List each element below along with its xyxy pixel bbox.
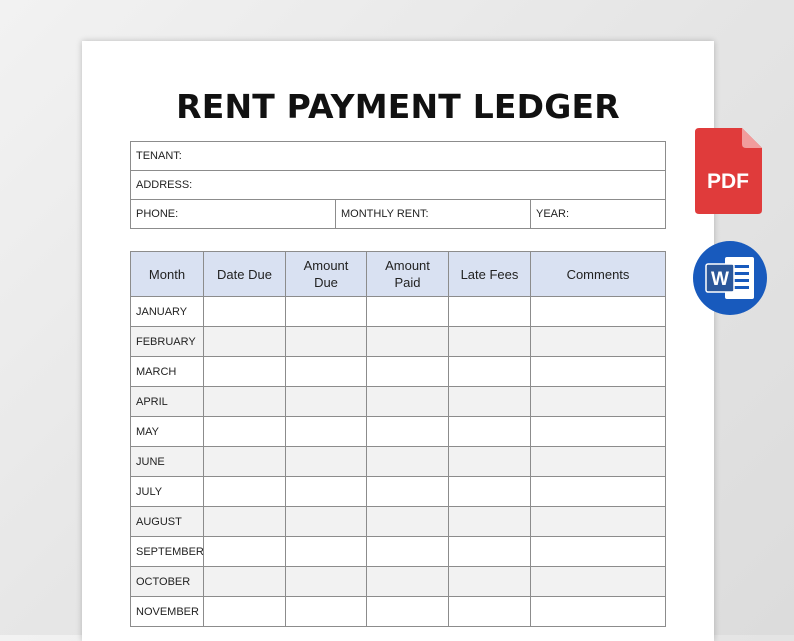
date-due-cell[interactable] (204, 507, 286, 537)
month-cell: AUGUST (131, 507, 204, 537)
month-cell: OCTOBER (131, 567, 204, 597)
comments-cell[interactable] (531, 387, 666, 417)
pdf-file-icon (695, 128, 762, 214)
year-field: YEAR: (531, 200, 666, 229)
document-page (82, 41, 714, 641)
month-cell: FEBRUARY (131, 327, 204, 357)
date-due-cell[interactable] (204, 567, 286, 597)
amount-due-cell[interactable] (286, 537, 367, 567)
month-cell: MARCH (131, 357, 204, 387)
amount-paid-cell[interactable] (367, 297, 449, 327)
amount-paid-cell[interactable] (367, 417, 449, 447)
comments-cell[interactable] (531, 447, 666, 477)
amount-due-cell[interactable] (286, 417, 367, 447)
ledger-row (131, 417, 666, 447)
date-due-cell[interactable] (204, 477, 286, 507)
late-fees-cell[interactable] (449, 537, 531, 567)
month-cell: NOVEMBER (131, 597, 204, 627)
amount-due-cell[interactable] (286, 477, 367, 507)
late-fees-cell[interactable] (449, 597, 531, 627)
month-cell: MAY (131, 417, 204, 447)
date-due-cell[interactable] (204, 597, 286, 627)
amount-due-cell[interactable] (286, 597, 367, 627)
date-due-cell[interactable] (204, 537, 286, 567)
ledger-header-row (131, 252, 666, 297)
pdf-label: PDF (707, 170, 749, 193)
amount-paid-cell[interactable] (367, 447, 449, 477)
amount-due-cell[interactable] (286, 387, 367, 417)
comments-cell[interactable] (531, 477, 666, 507)
amount-paid-cell[interactable] (367, 357, 449, 387)
month-cell: APRIL (131, 387, 204, 417)
amount-paid-cell[interactable] (367, 327, 449, 357)
ledger-row (131, 597, 666, 627)
ledger-row (131, 567, 666, 597)
ledger-row (131, 507, 666, 537)
date-due-cell[interactable] (204, 417, 286, 447)
comments-cell[interactable] (531, 297, 666, 327)
late-fees-cell[interactable] (449, 387, 531, 417)
amount-paid-cell[interactable] (367, 537, 449, 567)
ledger-row (131, 447, 666, 477)
late-fees-cell[interactable] (449, 327, 531, 357)
amount-due-cell[interactable] (286, 507, 367, 537)
late-fees-cell[interactable] (449, 507, 531, 537)
late-fees-cell[interactable] (449, 417, 531, 447)
amount-due-cell[interactable] (286, 297, 367, 327)
tenant-field: TENANT: (131, 142, 666, 171)
comments-cell[interactable] (531, 357, 666, 387)
monthly-rent-field: MONTHLY RENT: (336, 200, 531, 229)
month-cell: JUNE (131, 447, 204, 477)
date-due-cell[interactable] (204, 297, 286, 327)
comments-cell[interactable] (531, 567, 666, 597)
comments-cell[interactable] (531, 597, 666, 627)
column-header-date-due: Date Due (204, 252, 286, 297)
amount-paid-cell[interactable] (367, 387, 449, 417)
amount-paid-cell[interactable] (367, 477, 449, 507)
address-field: ADDRESS: (131, 171, 666, 200)
amount-paid-cell[interactable] (367, 567, 449, 597)
document-title: RENT PAYMENT LEDGER (176, 87, 620, 126)
phone-field: PHONE: (131, 200, 336, 229)
date-due-cell[interactable] (204, 357, 286, 387)
late-fees-cell[interactable] (449, 567, 531, 597)
ledger-row (131, 537, 666, 567)
payment-ledger-table (130, 251, 666, 627)
comments-cell[interactable] (531, 327, 666, 357)
comments-cell[interactable] (531, 417, 666, 447)
month-cell: SEPTEMBER (131, 537, 204, 567)
month-cell: JANUARY (131, 297, 204, 327)
amount-due-cell[interactable] (286, 327, 367, 357)
late-fees-cell[interactable] (449, 477, 531, 507)
column-header-month: Month (131, 252, 204, 297)
ledger-row (131, 297, 666, 327)
amount-paid-cell[interactable] (367, 507, 449, 537)
column-header-comments: Comments (531, 252, 666, 297)
column-header-amount-due: Amount Due (286, 252, 367, 297)
ledger-row (131, 387, 666, 417)
comments-cell[interactable] (531, 507, 666, 537)
comments-cell[interactable] (531, 537, 666, 567)
date-due-cell[interactable] (204, 327, 286, 357)
month-cell: JULY (131, 477, 204, 507)
ledger-row (131, 477, 666, 507)
amount-due-cell[interactable] (286, 447, 367, 477)
late-fees-cell[interactable] (449, 357, 531, 387)
date-due-cell[interactable] (204, 387, 286, 417)
amount-due-cell[interactable] (286, 357, 367, 387)
late-fees-cell[interactable] (449, 447, 531, 477)
late-fees-cell[interactable] (449, 297, 531, 327)
amount-paid-cell[interactable] (367, 597, 449, 627)
word-document-icon (692, 240, 768, 316)
column-header-amount-paid: Amount Paid (367, 252, 449, 297)
ledger-row (131, 357, 666, 387)
word-letter: W (711, 269, 729, 290)
date-due-cell[interactable] (204, 447, 286, 477)
ledger-row (131, 327, 666, 357)
tenant-info-table (130, 141, 666, 229)
amount-due-cell[interactable] (286, 567, 367, 597)
column-header-late-fees: Late Fees (449, 252, 531, 297)
